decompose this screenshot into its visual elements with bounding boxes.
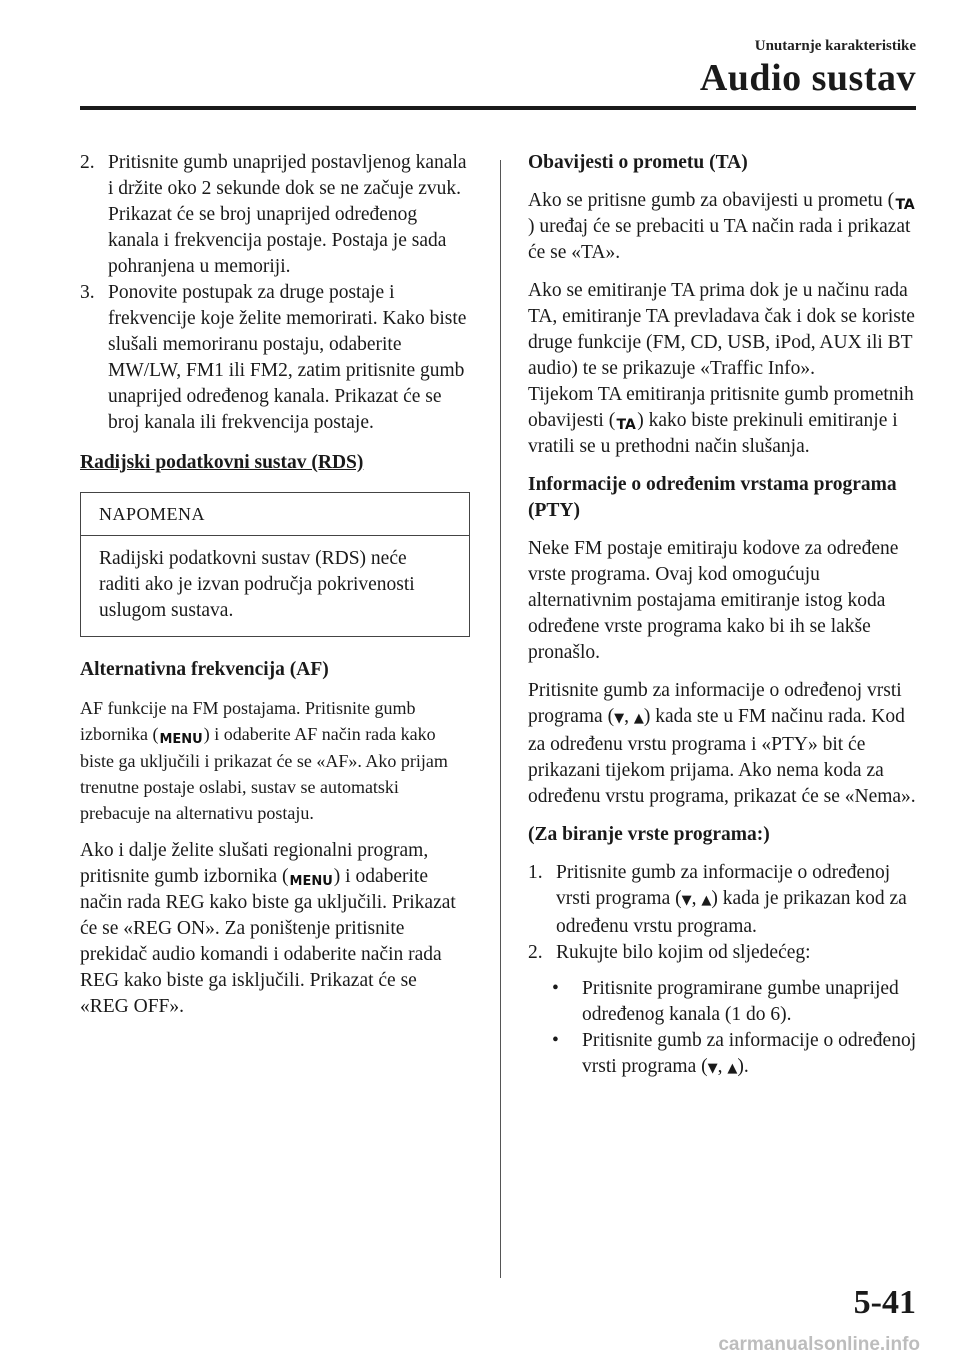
separator: , [691,888,702,909]
text: Pritisnite gumb za informacije o određenoj vrsti programa ( [582,1030,917,1077]
down-arrow-icon: ▼ [707,1061,718,1076]
note-box [80,492,470,637]
pty-paragraph-1 [528,536,918,666]
watermark: carmanualsonline.info [718,1334,920,1355]
ta-paragraph-2 [528,278,918,382]
list-item-3 [80,280,470,436]
bullet: • [552,1030,559,1051]
right-column [528,150,918,1082]
menu-icon: MENU [159,732,203,747]
list-number: 2. [528,942,543,963]
up-arrow-icon: ▲ [633,711,644,726]
pty-heading: Informacije o određenim vrstama programa (PTY) [528,474,897,521]
select-program-heading: (Za biranje vrste programa:) [528,824,770,845]
bullet-item-1 [552,976,918,1028]
section-label: Unutarnje karakteristike [754,38,916,54]
text: Tijekom TA emitiranja pritisnite gumb prometnih obavijesti ( [528,384,914,431]
list-text [556,860,918,940]
step-2 [528,940,918,966]
list-number: 3. [80,282,95,303]
ta-paragraph-3 [528,382,918,460]
list-text: Ponovite postupak za druge postaje i frekvencije koje želite memorirati. Kako biste slušali memoriranu postaju, odaberite MW/LW, FM1 ili FM2, zatim pritisnite gumb unaprijed određenog kanala. Prikazat će se broj kanala ili frekvencija postaje. [108,282,467,433]
menu-icon: MENU [289,874,333,889]
text: ). [737,1056,749,1077]
ta-heading: Obavijesti o prometu (TA) [528,152,748,173]
list-number: 1. [528,862,543,883]
text: Ako se emitiranje TA prima dok je u načinu rada TA, emitiranje TA prevladava čak i dok se koriste druge funkcije (FM, CD, USB, iPod, AUX ili BT audio) te se prikazuje «Traffic Info». [528,280,915,379]
up-arrow-icon: ▲ [727,1061,738,1076]
down-arrow-icon: ▼ [681,893,692,908]
text: ) kako biste prekinuli emitiranje i vratili se u prethodni način slušanja. [528,410,898,457]
bullet-text: Pritisnite programirane gumbe unaprijed određenog kanala (1 do 6). [582,978,899,1025]
separator: , [624,706,634,727]
text: Ako se pritisne gumb za obavijesti u prometu ( [528,190,895,211]
bullet: • [552,978,559,999]
down-arrow-icon: ▼ [614,711,625,726]
pty-paragraph-2 [528,678,918,810]
list-text: Rukujte bilo kojim od sljedećeg: [556,942,811,963]
text: Pritisnite gumb za informacije o određenoj vrsti programa ( [528,680,902,727]
af-heading: Alternativna frekvencija (AF) [80,659,329,680]
ta-paragraph-1 [528,188,918,266]
text: Ako i dalje želite slušati regionalni program, pritisnite gumb izbornika ( [80,840,429,887]
rds-heading: Radijski podatkovni sustav (RDS) [80,452,364,473]
step-1 [528,860,918,940]
text: ) uređaj će se prebaciti u TA način rada i prikazat će se «TA». [528,216,911,263]
up-arrow-icon: ▲ [701,893,712,908]
separator: , [717,1056,728,1077]
note-body: Radijski podatkovni sustav (RDS) neće raditi ako je izvan područja pokrivenosti uslugom sustava. [99,548,415,621]
list-text: Pritisnite gumb unaprijed postavljenog kanala i držite oko 2 sekunde dok se ne začuje zvuk. Prikazat će se broj unaprijed određenog kanala i frekvencija postaje. Postaja je sada pohranjena u memoriji. [108,152,467,277]
af-paragraph-1 [80,695,470,826]
page-number: 5-41 [853,1284,916,1321]
header-divider [80,106,916,110]
bullet-item-2 [552,1028,918,1082]
list-item-2 [80,150,470,280]
text: ) kada ste u FM načinu rada. Kod za određenu vrstu programa i «PTY» bit će prikazani tijekom prijama. Ako nema koda za određenu vrstu programa, prikazat će se «Nema». [528,706,916,807]
text: Neke FM postaje emitiraju kodove za određene vrste programa. Ovaj kod omogućuju alternativnim postajama emitiranje istog koda određene vrste programa kako bi ih se lakše pronašlo. [528,538,899,663]
page-title: Audio sustav [699,57,916,99]
traffic-announcement-icon: TA [616,417,636,433]
bullet-text [582,1028,918,1082]
text: ) i odaberite AF način rada kako biste ga uključili i prikazat će se «AF». Ako prijam trenutne postaje oslabi, sustav se automatski prebacuje na alternativu postaju. [80,724,448,823]
text: Pritisnite gumb za informacije o određenoj vrsti programa ( [556,862,891,909]
traffic-announcement-icon: TA [895,197,915,213]
text: AF funkcije na FM postajama. Pritisnite gumb izbornika ( [80,698,416,744]
text: ) i odaberite način rada REG kako biste ga uključili. Prikazat će se «REG ON». Za poništenje pritisnite prekidač audio komandi i odaberite način rada REG kako biste ga isključili. Prikazat će se «REG OFF». [80,866,456,1017]
left-column [80,150,470,1032]
column-divider [500,160,501,1278]
note-title: NAPOMENA [81,493,469,536]
af-paragraph-2 [80,838,470,1020]
text: ) kada je prikazan kod za određenu vrstu programa. [556,888,907,937]
list-number: 2. [80,152,95,173]
